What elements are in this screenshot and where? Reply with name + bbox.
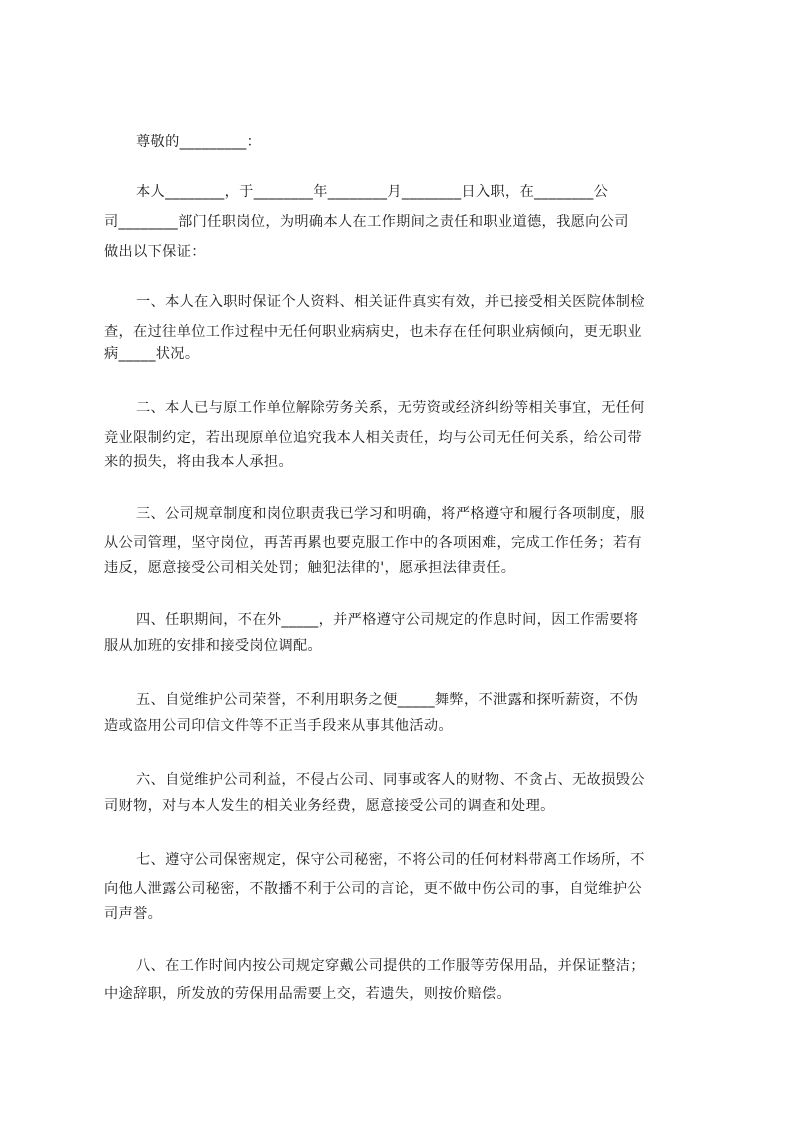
clause-3-line: 从公司管理，坚守岗位，再苦再累也要克服工作中的各项困难，完成工作任务；若有 — [104, 535, 642, 551]
clause-4-line: 四、任职期间，不在外_____，并严格遵守公司规定的作息时间，因工作需要将 — [136, 612, 639, 628]
clause-3-line: 违反，愿意接受公司相关处罚；触犯法律的'，愿承担法律责任。 — [104, 560, 516, 576]
clause-1-line: 病_____状况。 — [104, 346, 200, 362]
intro-line: 本人________，于________年________月________日入职，在________公 — [136, 184, 609, 200]
clause-8-line: 中途辞职，所发放的劳保用品需要上交，若遗失，则按价赔偿。 — [104, 986, 512, 1002]
clause-7-line: 七、遵守公司保密规定，保守公司秘密，不将公司的任何材料带离工作场所，不 — [136, 852, 645, 868]
clause-4-line: 服从加班的安排和接受岗位调配。 — [104, 638, 323, 654]
clause-2-line: 竞业限制约定，若出现原单位追究我本人相关责任，均与公司无任何关系，给公司带 — [104, 430, 642, 446]
clause-1-line: 查，在过往单位工作过程中无任何职业病病史，也未存在任何职业病倾向，更无职业 — [104, 324, 642, 340]
clause-3-line: 三、公司规章制度和岗位职责我已学习和明确，将严格遵守和履行各项制度，服 — [136, 506, 645, 522]
clause-2-line: 来的损失，将由我本人承担。 — [104, 454, 293, 470]
clause-2-line: 二、本人已与原工作单位解除劳务关系，无劳资或经济纠纷等相关事宜，无任何 — [136, 400, 645, 416]
clause-6-line: 司财物，对与本人发生的相关业务经费，愿意接受公司的调查和处理。 — [104, 798, 555, 814]
clause-7-line: 司声誉。 — [104, 906, 163, 922]
clause-5-line: 五、自觉维护公司荣誉，不利用职务之便_____舞弊，不泄露和探听薪资，不伪 — [136, 692, 639, 708]
clause-5-line: 造或盗用公司印信文件等不正当手段来从事其他活动。 — [104, 718, 453, 734]
intro-line: 司________部门任职岗位，为明确本人在工作期间之责任和职业道德，我愿向公司 — [104, 214, 629, 230]
clause-7-line: 向他人泄露公司秘密，不散播不利于公司的言论，更不做中伤公司的事，自觉维护公 — [104, 881, 642, 897]
clause-8-line: 八、在工作时间内按公司规定穿戴公司提供的工作服等劳保用品，并保证整洁； — [136, 958, 645, 974]
intro-line: 做出以下保证： — [104, 244, 206, 260]
clause-1-line: 一、本人在入职时保证个人资料、相关证件真实有效，并已接受相关医院体制检 — [136, 294, 645, 310]
salutation: 尊敬的_________： — [136, 134, 262, 150]
clause-6-line: 六、自觉维护公司利益，不侵占公司、同事或客人的财物、不贪占、无故损毁公 — [136, 772, 645, 788]
